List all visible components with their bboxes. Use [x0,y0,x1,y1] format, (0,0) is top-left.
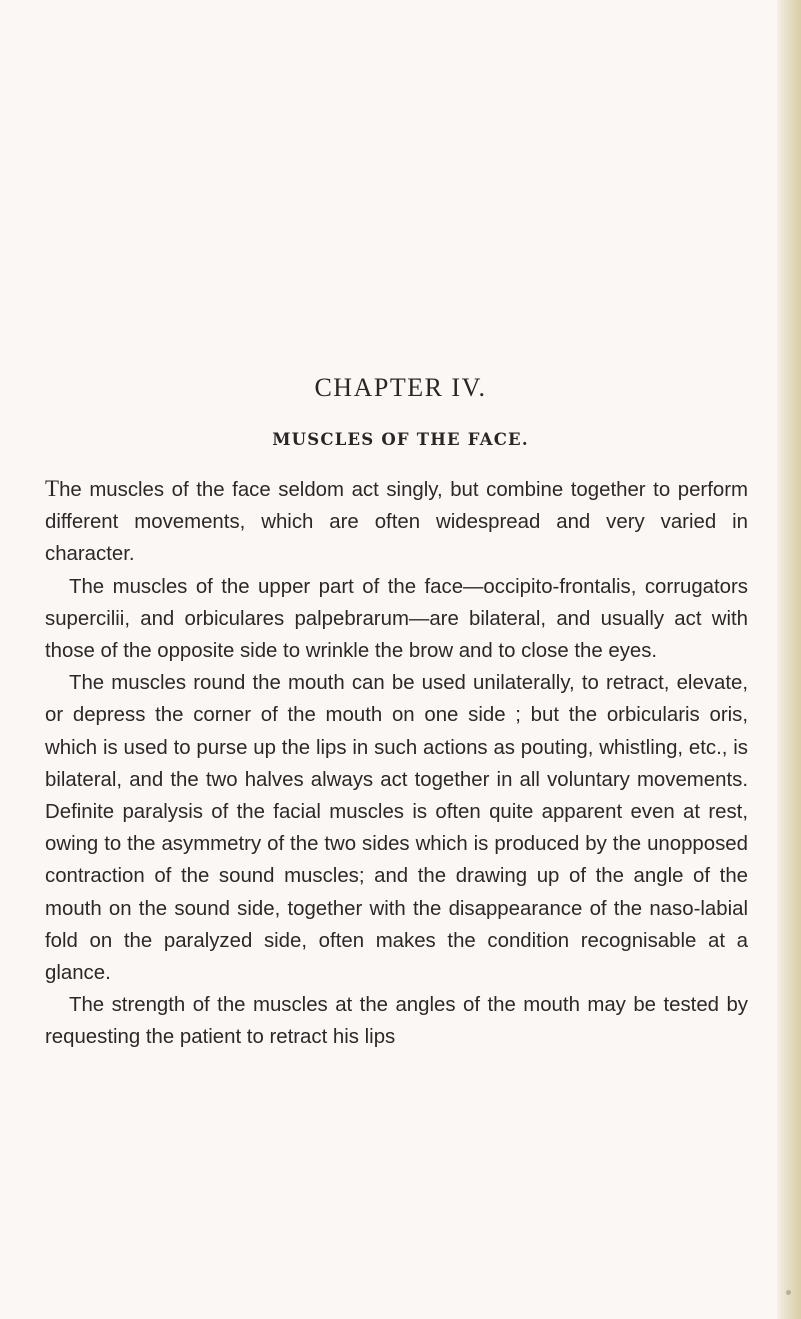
paragraph-intro: The muscles of the face seldom act singly, but combine together to perform different movements, which are often widespread and very varied in character. [45,476,748,566]
paragraph-upper-face: The muscles of the upper part of the face—occipito-frontalis, corrugators supercilii, and orbiculares palpebrarum—are bilateral, and usually act with those of the opposite side to wrinkle the brow and to close the eyes. [45,575,748,663]
paragraph-strength-test: The strength of the muscles at the angles of the mouth may be tested by requesting the patient to retract his lips [45,994,748,1049]
page-edge-shadow [777,0,801,1319]
body-text [45,473,748,1054]
chapter-heading: CHAPTER IV. [314,373,487,402]
section-title: MUSCLES OF THE FACE. [272,430,529,449]
paragraph-mouth-muscles: The muscles round the mouth can be used unilaterally, to retract, elevate, or depress the corner of the mouth on one side ; but the orbicularis oris, which is used to purse up the lips in such actions as pouting, whistling, etc., is bilateral, and the two halves always act together in all voluntary movements. Definite paralysis of the facial muscles is often quite apparent even at rest, owing to the asymmetry of the two sides which is produced by the unopposed contraction of the sound muscles; and the drawing up of the angle of the mouth on the sound side, together with the disappearance of the naso-labial fold on the paralyzed side, often makes the condition recognisable at a glance. [45,672,748,985]
